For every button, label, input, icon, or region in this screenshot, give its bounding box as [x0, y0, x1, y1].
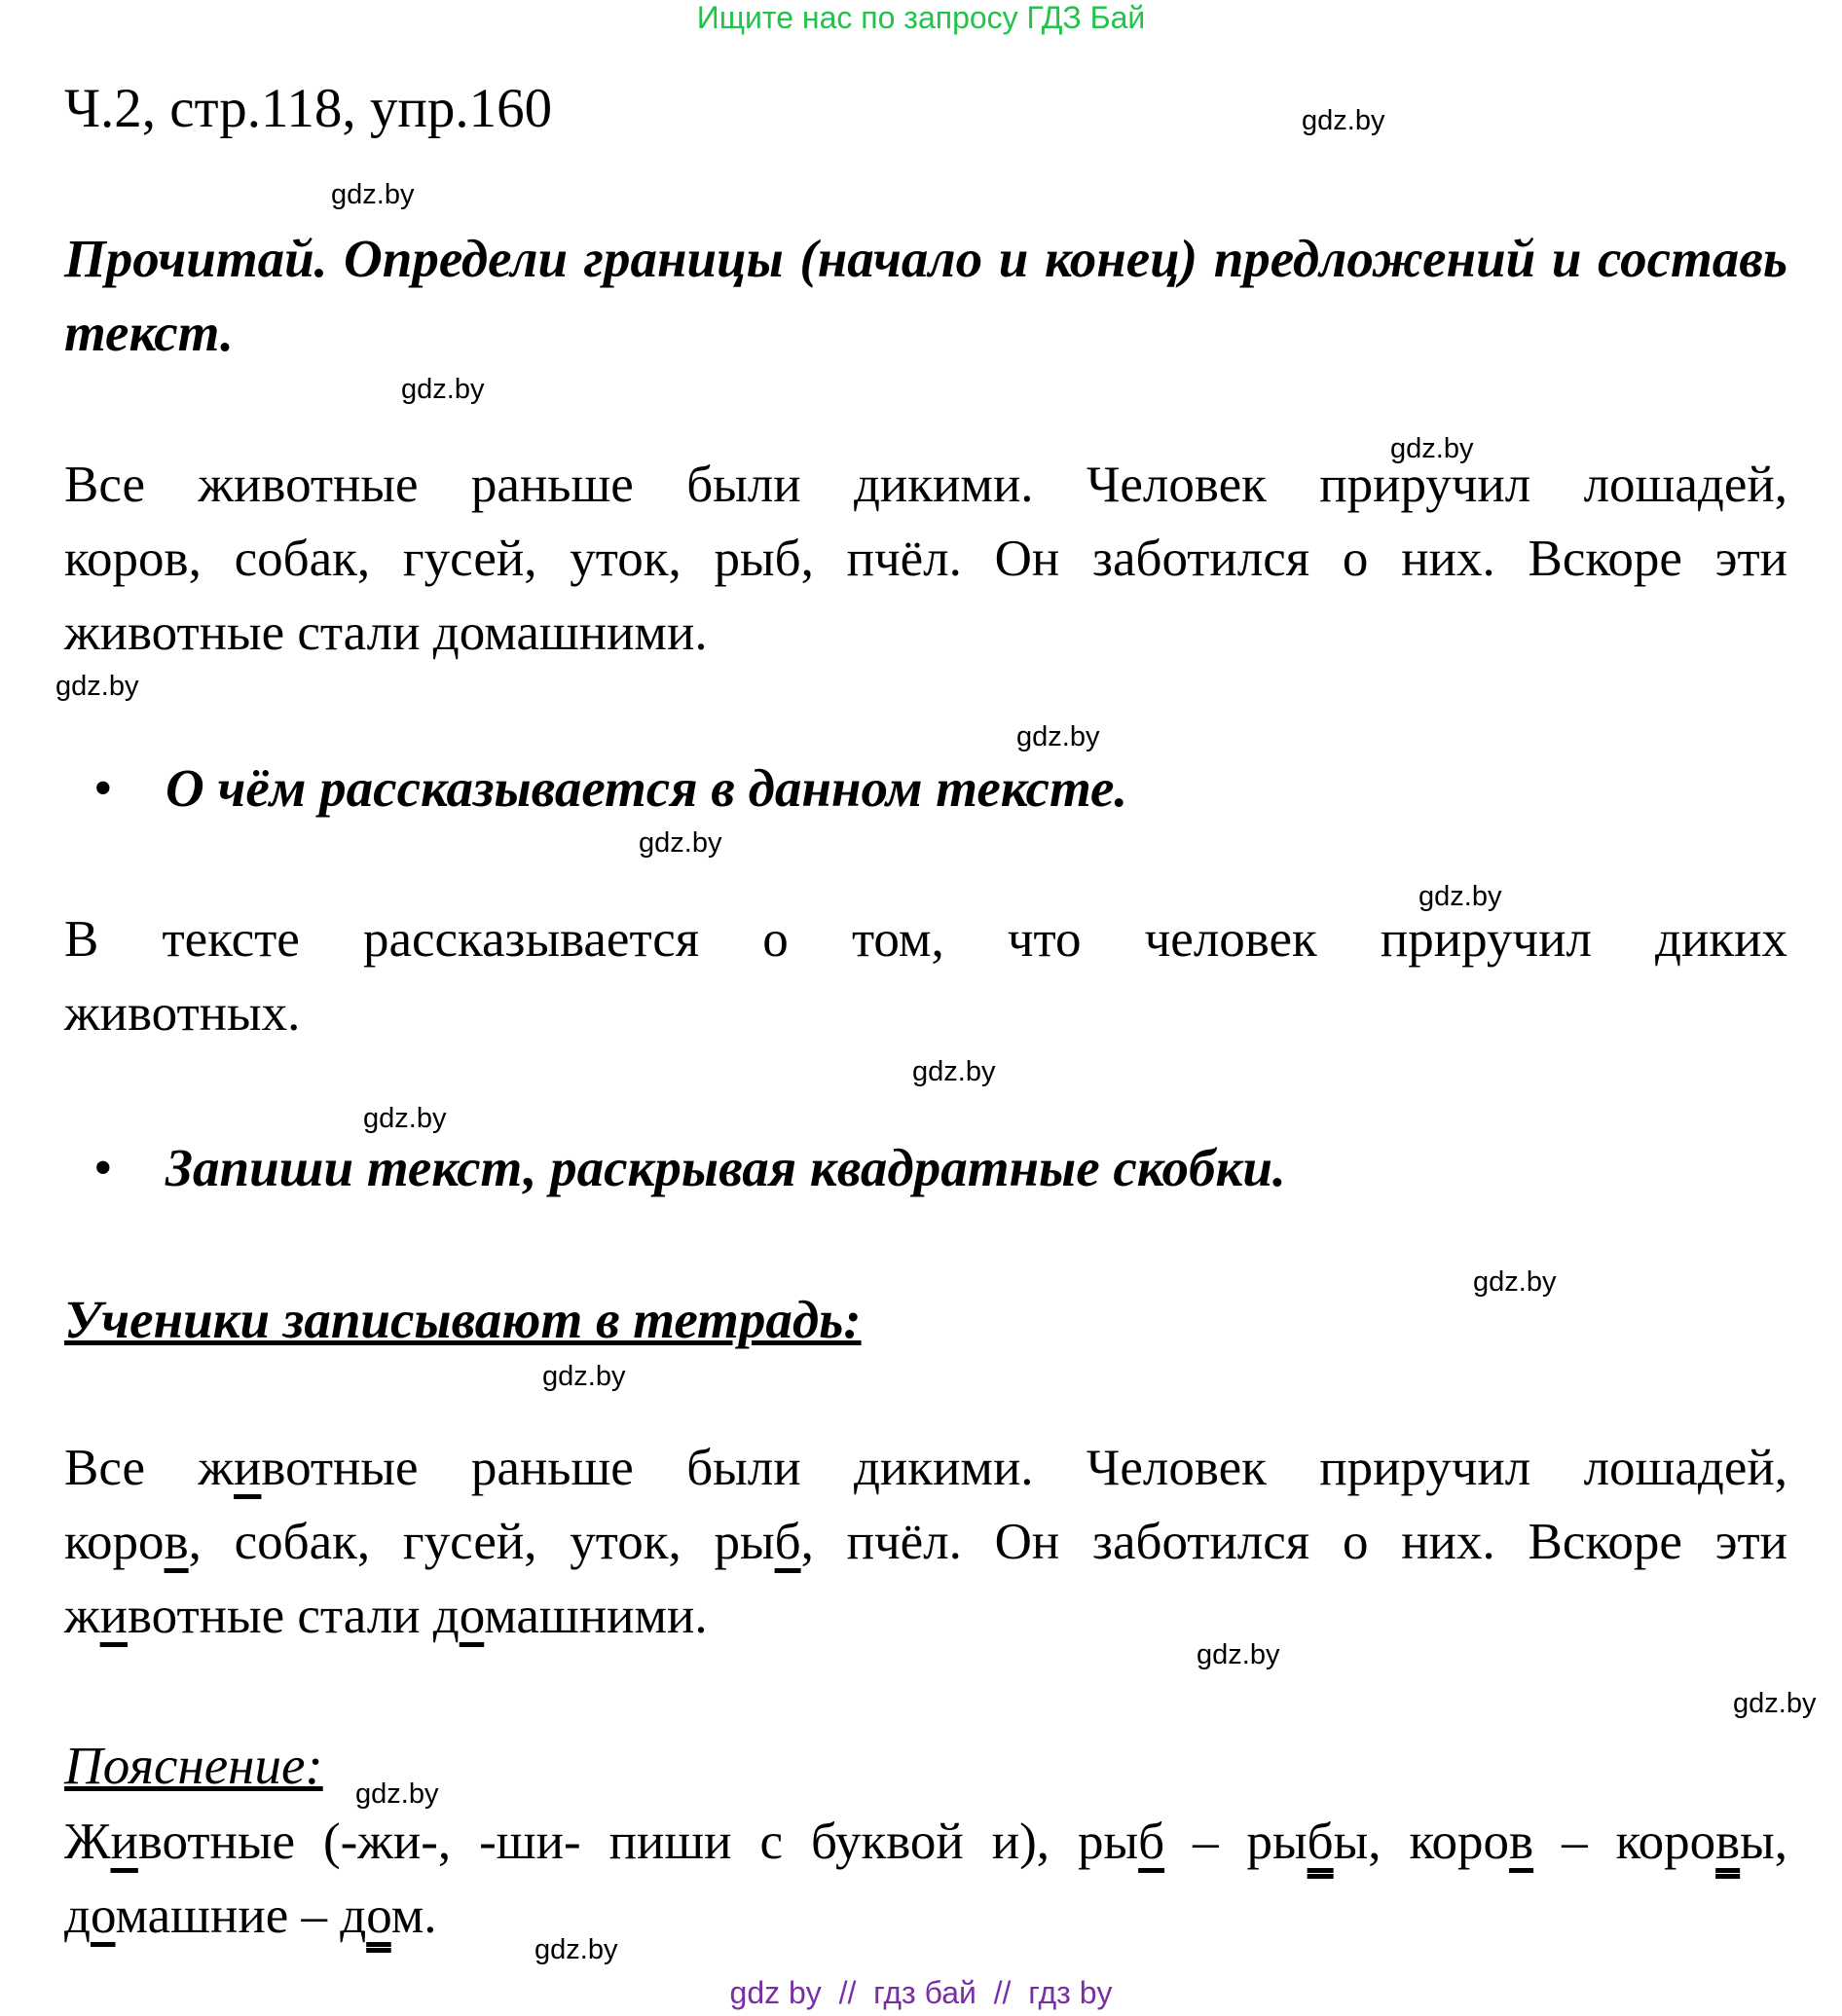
text-line: животные стали домашними. [64, 1588, 708, 1644]
bullet-icon: • [93, 1138, 113, 1198]
watermark: gdz.by [355, 1778, 439, 1810]
watermark: gdz.by [1302, 105, 1385, 136]
page-title: Ч.2, стр.118, упр.160 [64, 78, 553, 139]
explanation-label: Пояснение: [64, 1736, 323, 1795]
text-line: В тексте рассказывается о том, что человек приручил диких [64, 911, 1787, 968]
watermark: gdz.by [55, 671, 139, 702]
original-text [64, 448, 1787, 670]
watermark: gdz.by [401, 374, 485, 405]
text-line: домашние – дом. [64, 1888, 437, 1944]
text-line: Все животные раньше были дикими. Человек приручил лошадей, [64, 1440, 1787, 1496]
footer-links[interactable]: gdz by // гдз бай // гдз by [729, 1975, 1113, 2010]
watermark: gdz.by [542, 1361, 626, 1392]
bullet-icon: • [93, 758, 113, 819]
text-line: коров, собак, гусей, уток, рыб, пчёл. Он заботился о них. Вскоре эти [64, 1514, 1787, 1570]
question-2: Запиши текст, раскрывая квадратные скобки. [166, 1138, 1286, 1197]
text-line: Все животные раньше были дикими. Человек приручил лошадей, [64, 457, 1787, 513]
watermark: gdz.by [1390, 433, 1474, 464]
explanation-text [64, 1805, 1787, 1953]
answer-1 [64, 902, 1787, 1050]
watermark: gdz.by [534, 1934, 618, 1965]
watermark: gdz.by [1473, 1266, 1557, 1298]
text-line: Животные (-жи-, -ши- пиши с буквой и), рыб – рыбы, коров – коровы, [64, 1814, 1788, 1870]
watermark: gdz.by [1197, 1639, 1280, 1670]
question-1: О чём рассказывается в данном тексте. [166, 758, 1128, 818]
top-banner[interactable]: Ищите нас по запросу ГДЗ Бай [696, 0, 1146, 35]
text-line: коров, собак, гусей, уток, рыб, пчёл. Он заботился о них. Вскоре эти [64, 531, 1787, 587]
watermark: gdz.by [912, 1056, 996, 1087]
watermark: gdz.by [639, 827, 722, 859]
watermark: gdz.by [1016, 721, 1100, 752]
notebook-text [64, 1431, 1787, 1653]
watermark: gdz.by [1733, 1688, 1817, 1719]
watermark: gdz.by [1418, 881, 1502, 912]
text-line: животных. [64, 985, 301, 1042]
watermark: gdz.by [363, 1103, 447, 1134]
task-instruction: Прочитай. Определи границы (начало и конец) предложений и составь текст. [64, 229, 1787, 362]
notebook-heading: Ученики записывают в тетрадь: [64, 1290, 862, 1349]
text-line: животные стали домашними. [64, 605, 708, 661]
watermark: gdz.by [331, 179, 415, 210]
